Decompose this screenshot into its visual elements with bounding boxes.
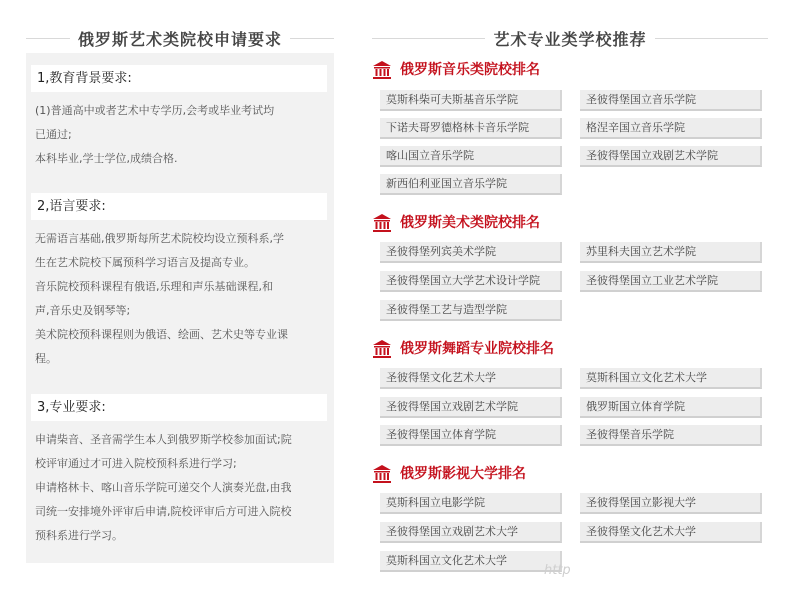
school-link[interactable]: 圣彼得堡国立戏剧艺术学院 <box>580 146 762 167</box>
category-header <box>372 462 768 486</box>
professional-requirement-title: 3,专业要求: <box>31 394 327 421</box>
school-link[interactable]: 莫斯科国立文化艺术大学 <box>580 368 762 389</box>
category-header <box>372 211 768 235</box>
professional-requirement-text <box>35 428 327 548</box>
category-title: 俄罗斯舞蹈专业院校排名 <box>400 341 554 357</box>
text-line: 本科毕业,学士学位,成绩合格. <box>35 152 178 165</box>
application-requirements-column <box>26 0 334 596</box>
school-link[interactable]: 莫斯科柴可夫斯基音乐学院 <box>380 90 562 111</box>
language-requirement-title: 2,语言要求: <box>31 193 327 220</box>
school-recommendation-column <box>372 0 768 596</box>
requirements-panel <box>26 53 334 563</box>
dance-schools-category <box>372 337 768 441</box>
text-line: 司统一安排境外评审后申请,院校评审后方可进入院校 <box>35 505 292 518</box>
category-title: 俄罗斯美术类院校排名 <box>400 215 540 231</box>
school-link[interactable]: 格涅辛国立音乐学院 <box>580 118 762 139</box>
education-requirement-title: 1,教育背景要求: <box>31 65 327 92</box>
school-link[interactable]: 圣彼得堡文化艺术大学 <box>380 368 562 389</box>
school-link[interactable]: 圣彼得堡音乐学院 <box>580 425 762 446</box>
school-link[interactable]: 圣彼得堡列宾美术学院 <box>380 242 562 263</box>
school-link[interactable]: 莫斯科国立文化艺术大学 <box>380 551 562 572</box>
film-schools-category <box>372 462 768 567</box>
education-requirement-text <box>35 99 327 171</box>
university-building-icon <box>372 213 392 233</box>
school-link[interactable]: 俄罗斯国立体育学院 <box>580 397 762 418</box>
text-line: 已通过; <box>35 128 72 141</box>
school-link[interactable]: 圣彼得堡国立大学艺术设计学院 <box>380 271 562 292</box>
text-line: 美术院校预科课程则为俄语、绘画、艺术史等专业课 <box>35 328 288 341</box>
category-title: 俄罗斯音乐类院校排名 <box>400 62 540 78</box>
category-header <box>372 58 768 82</box>
school-link[interactable]: 下诺夫哥罗德格林卡音乐学院 <box>380 118 562 139</box>
text-line: 申请柴音、圣音需学生本人到俄罗斯学校参加面试;院 <box>35 433 292 446</box>
text-line: 预科系进行学习。 <box>35 529 123 542</box>
school-link[interactable]: 喀山国立音乐学院 <box>380 146 562 167</box>
text-line: 校评审通过才可进入院校预科系进行学习; <box>35 457 237 470</box>
watermark-text: http <box>544 563 571 578</box>
school-link[interactable]: 圣彼得堡国立戏剧艺术学院 <box>380 397 562 418</box>
school-link[interactable]: 苏里科夫国立艺术学院 <box>580 242 762 263</box>
music-schools-category <box>372 58 768 190</box>
school-link[interactable]: 圣彼得堡文化艺术大学 <box>580 522 762 543</box>
text-line: 申请格林卡、喀山音乐学院可递交个人演奏光盘,由我 <box>35 481 292 494</box>
university-building-icon <box>372 339 392 359</box>
university-building-icon <box>372 464 392 484</box>
requirements-header <box>26 0 334 49</box>
school-link[interactable]: 圣彼得堡国立体育学院 <box>380 425 562 446</box>
school-link[interactable]: 圣彼得堡国立影视大学 <box>580 493 762 514</box>
category-title: 俄罗斯影视大学排名 <box>400 466 526 482</box>
text-line: 生在艺术院校下属预科学习语言及提高专业。 <box>35 256 255 269</box>
text-line: 声,音乐史及钢琴等; <box>35 304 131 317</box>
school-link[interactable]: 莫斯科国立电影学院 <box>380 493 562 514</box>
text-line: 音乐院校预科课程有俄语,乐理和声乐基础课程,和 <box>35 280 273 293</box>
recommendation-header <box>372 0 768 49</box>
text-line: (1)普通高中或者艺术中专学历,会考或毕业考试均 <box>35 104 275 117</box>
school-link[interactable]: 圣彼得堡工艺与造型学院 <box>380 300 562 321</box>
school-link[interactable]: 圣彼得堡国立工业艺术学院 <box>580 271 762 292</box>
school-link[interactable]: 圣彼得堡国立戏剧艺术大学 <box>380 522 562 543</box>
requirements-title: 俄罗斯艺术类院校申请要求 <box>70 27 290 50</box>
text-line: 无需语言基础,俄罗斯每所艺术院校均设立预科系,学 <box>35 232 284 245</box>
category-header <box>372 337 768 361</box>
university-building-icon <box>372 60 392 80</box>
school-link[interactable]: 圣彼得堡国立音乐学院 <box>580 90 762 111</box>
fine-arts-schools-category <box>372 211 768 316</box>
language-requirement-text <box>35 227 327 371</box>
text-line: 程。 <box>35 352 57 365</box>
school-link[interactable]: 新西伯利亚国立音乐学院 <box>380 174 562 195</box>
recommendation-title: 艺术专业类学校推荐 <box>485 27 654 50</box>
